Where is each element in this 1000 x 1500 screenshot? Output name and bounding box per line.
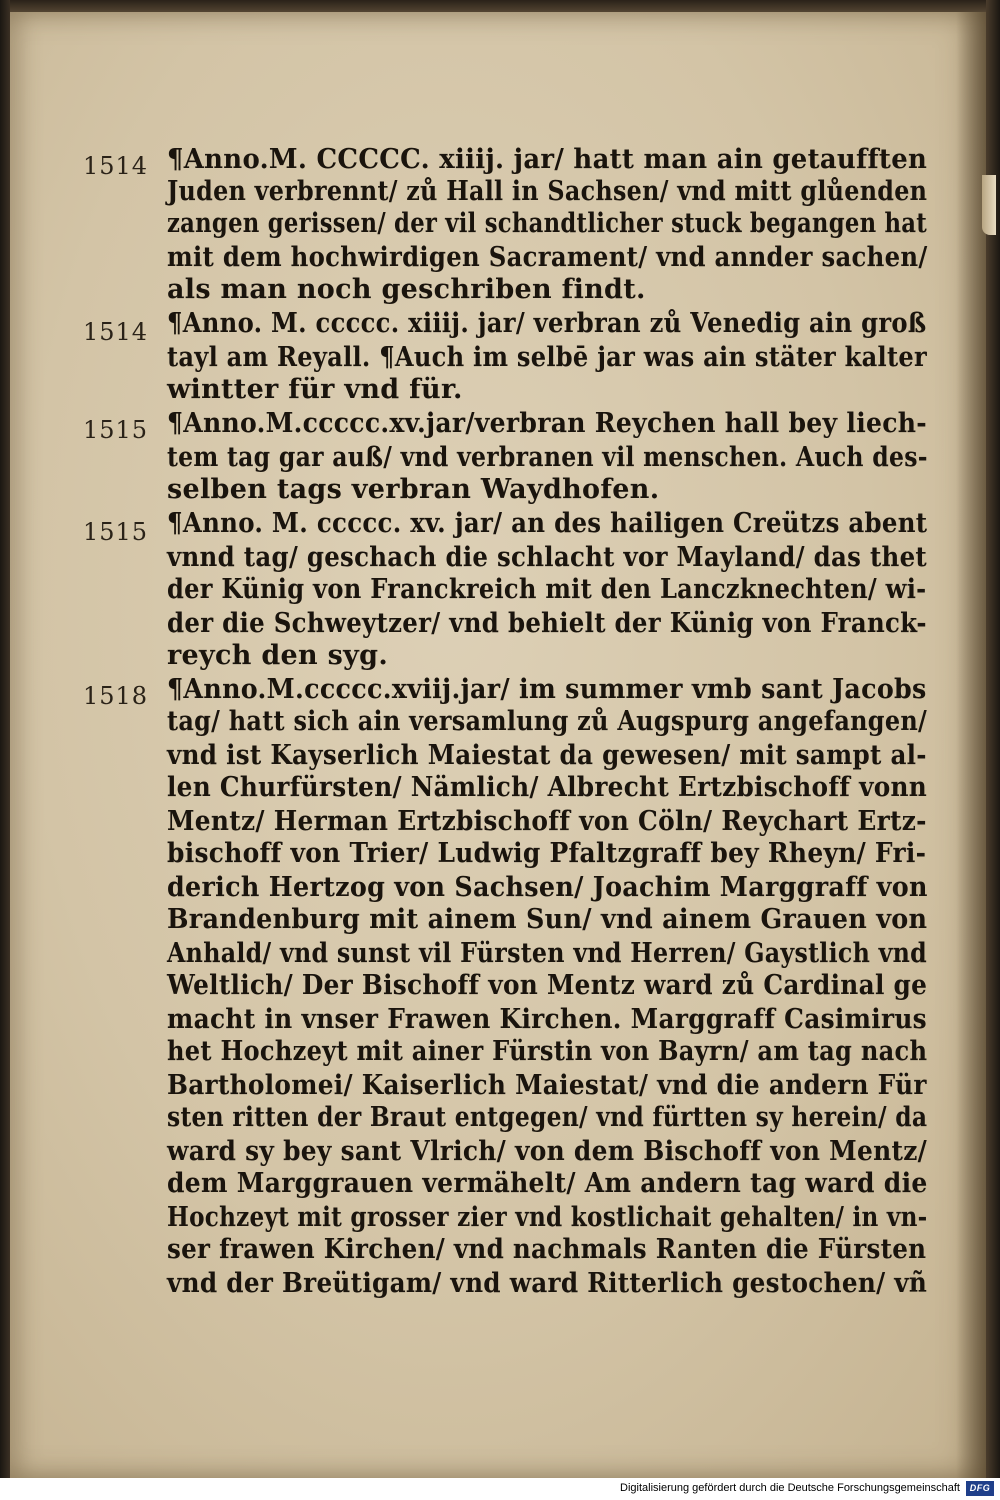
text-line: wintter für vnd für. [167,374,463,405]
text-line: ¶Anno.M.ccccc.xv.jar/verbran Reychen hall bey liech- [167,408,928,439]
text-line: derich Hertzog von Sachsen/ Joachim Marggraff von [167,872,928,903]
margin-year: 1515 [83,416,149,444]
text-line: Bartholomei/ Kaiserlich Maiestat/ vnd die andern Für [167,1070,927,1101]
funding-credit: Digitalisierung gefördert durch die Deutsche Forschungsgemeinschaft [620,1482,960,1494]
text-line: als man noch geschriben findt. [167,274,646,305]
text-line: ¶Anno. M. ccccc. xiiij. jar/ verbran zů Venedig ain groß [167,308,927,339]
text-line: mit dem hochwirdigen Sacrament/ vnd annder sachen/ [167,242,928,273]
text-line: ¶Anno.M. CCCCC. xiiij. jar/ hatt man ain getaufften [167,144,928,175]
page-fold-mark [982,175,996,235]
dfg-logo: DFG [966,1481,994,1496]
text-line: ward sy bey sant Vlrich/ von dem Bischoff von Mentz/ [167,1136,928,1167]
scan-border-left [0,0,10,1500]
text-line: Juden verbrennt/ zů Hall in Sachsen/ vnd mitt glůenden [167,176,928,207]
text-line: tem tag gar auß/ vnd verbranen vil menschen. Auch des- [167,442,928,473]
text-line: Mentz/ Herman Ertzbischoff von Cöln/ Reychart Ertz- [167,806,927,837]
margin-year: 1514 [83,318,149,346]
text-line: ¶Anno. M. ccccc. xv. jar/ an des hailigen Creützs abent [167,508,928,539]
text-line: tayl am Reyall. ¶Auch im selbē jar was ain stäter kalter [167,342,927,373]
text-line: bischoff von Trier/ Ludwig Pfaltzgraff bey Rheyn/ Fri- [167,838,927,869]
text-line: sten ritten der Braut entgegen/ vnd fürtten sy herein/ da [167,1102,928,1133]
text-line: Hochzeyt mit grosser zier vnd kostlichait gehalten/ in vn- [167,1202,928,1233]
text-line: reych den syg. [167,640,389,671]
text-line: vnd der Breütigam/ vnd ward Ritterlich gestochen/ vñ [167,1268,928,1299]
text-line: zangen gerissen/ der vil schandtlicher stuck begangen hat [167,208,928,239]
text-line: tag/ hatt sich ain versamlung zů Augspurg angefangen/ [167,706,928,737]
text-line: der die Schweytzer/ vnd behielt der Künig von Franck- [167,608,927,639]
margin-year: 1518 [83,682,149,710]
footer-bar [0,1478,1000,1500]
text-line: Anhald/ vnd sunst vil Fürsten vnd Herren/ Gaystlich vnd [167,938,928,969]
text-line: ¶Anno.M.ccccc.xviij.jar/ im summer vmb sant Jacobs [167,674,927,705]
text-line: vnnd tag/ geschach die schlacht vor Mayland/ das thet [167,542,928,573]
text-line: vnd ist Kayserlich Maiestat da gewesen/ mit sampt al- [167,740,927,771]
text-line: selben tags verbran Waydhofen. [167,474,660,505]
margin-year: 1515 [83,518,149,546]
text-line: ser frawen Kirchen/ vnd nachmals Ranten die Fürsten [167,1234,927,1265]
text-line: der Künig von Franckreich mit den Lanczknechten/ wi- [167,574,927,605]
text-line: het Hochzeyt mit ainer Fürstin von Bayrn/ am tag nach [167,1036,928,1067]
page-edge-shadow [956,12,986,1478]
text-line: Brandenburg mit ainem Sun/ vnd ainem Grauen von [167,904,928,935]
text-line: len Churfürsten/ Nämlich/ Albrecht Ertzbischoff vonn [167,772,928,803]
text-line: dem Marggrauen vermähelt/ Am andern tag ward die [167,1168,928,1199]
margin-year: 1514 [83,152,149,180]
text-line: Weltlich/ Der Bischoff von Mentz ward zů Cardinal ge [167,970,928,1001]
text-line: macht in vnser Frawen Kirchen. Marggraff Casimirus [167,1004,927,1035]
